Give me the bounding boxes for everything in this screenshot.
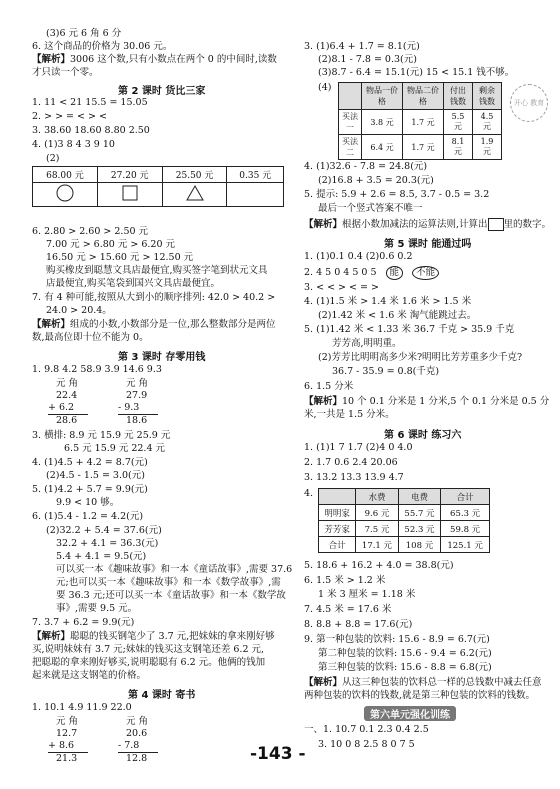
table-cell	[33, 183, 98, 207]
section-heading: 第 5 课时 能通过吗	[384, 239, 472, 250]
circle-shape-icon	[55, 184, 75, 202]
text-line: 6. 1.5 米 > 1.2 米	[304, 575, 386, 586]
text-line: 5. 18.6 + 16.2 + 4.0 = 38.8(元)	[304, 560, 454, 571]
text-line: 两种包装的饮料的钱数,就是第三种包装的饮料的钱数。	[304, 690, 536, 701]
text-line: 要 36.3 元;还可以买一本《童话故事》和一本《数学故	[56, 590, 286, 601]
text-line: 4. (1)1.5 米 > 1.4 米 1.6 米 > 1.5 米	[304, 296, 472, 307]
text-line: 可以买一本《趣味故事》和一本《童话故事》,需要 37.6	[56, 564, 293, 575]
circled-answer: 不能	[412, 266, 439, 280]
text-line: 数,最高位即十位不能为 0。	[32, 332, 149, 343]
text-line: 7. 4.5 米 = 17.6 米	[304, 604, 392, 615]
text-line: 第二种包装的饮料: 15.6 - 9.4 = 6.2(元)	[318, 648, 492, 659]
text-line: 1 米 3 厘米 = 1.18 米	[318, 589, 416, 600]
text-line: 5.4 + 4.1 = 9.5(元)	[56, 551, 147, 562]
text-line: 2. > > = < > <	[32, 111, 107, 122]
text-line: 5. 提示: 5.9 + 2.6 = 8.5, 3.7 - 0.5 = 3.2	[304, 189, 490, 200]
table-cell: 4.5 元	[473, 110, 502, 135]
text-line: 32.2 + 4.1 = 36.3(元)	[56, 538, 159, 549]
text-line: 1. (1)0.1 0.4 (2)0.6 0.2	[304, 251, 413, 262]
table-cell: 65.3 元	[441, 505, 490, 521]
text-line: (3)8.7 - 6.4 = 15.1(元) 15 < 15.1 钱不够。	[318, 67, 515, 78]
text-line: 2. 1.7 0.6 2.4 20.06	[304, 457, 398, 468]
circled-answer: 能	[386, 266, 404, 280]
table-cell: 6.4 元	[362, 135, 403, 160]
table-cell: 27.20 元	[97, 167, 162, 183]
analysis-line: 【解析】从这三种包装的饮料总一样的总钱数中减去任意	[304, 677, 542, 688]
analysis-line: 【解析】组成的小数,小数部分是一位,那么整数部分是两位	[32, 319, 276, 330]
text-line: 事》,需要 9.5 元。	[56, 603, 138, 614]
text-line: 6. 2.80 > 2.60 > 2.50 元	[32, 226, 149, 237]
bill-table	[318, 488, 490, 553]
table-cell: 3.8 元	[362, 110, 403, 135]
text-line: 4. (1)4.5 + 4.2 = 8.7(元)	[32, 457, 148, 468]
price-shape-table	[32, 166, 284, 207]
table-cell: 7.5 元	[356, 521, 399, 537]
text-line: 4. (1)3 8 4 3 9 10	[32, 139, 115, 150]
text-line: 7.00 元 > 6.80 元 > 6.20 元	[46, 239, 176, 250]
text-line: 6. 这个商品的价格为 30.06 元。	[32, 41, 173, 52]
table-cell: 合计	[319, 537, 356, 553]
text-line: 1. 10.1 4.9 11.9 22.0	[32, 702, 132, 713]
table-cell: 买法一	[339, 110, 362, 135]
text-line: (2)32.2 + 5.4 = 37.6(元)	[46, 525, 162, 536]
section-heading: 第 3 课时 存零用钱	[118, 352, 206, 363]
table-cell: 1.7 元	[403, 135, 444, 160]
table-cell: 59.8 元	[441, 521, 490, 537]
section-heading: 第 2 课时 货比三家	[118, 86, 206, 97]
table-cell: 25.50 元	[162, 167, 227, 183]
text-line: 购买橡皮到聪慧文具店最便宜,购买签字笔到状元文具	[46, 265, 268, 276]
table-cell	[97, 183, 162, 207]
table-cell: 电费	[398, 489, 441, 505]
table-cell: 买法二	[339, 135, 362, 160]
text-line: (3)6 元 6 角 6 分	[46, 28, 122, 39]
text-line: 5. (1)1.42 米 < 1.33 米 36.7 千克 > 35.9 千克	[304, 324, 515, 335]
text-line: 6.5 元 15.9 元 22.4 元	[64, 443, 166, 454]
square-shape-icon	[120, 184, 140, 202]
text-line: 36.7 - 35.9 = 0.8(千克)	[332, 366, 440, 377]
text-line: 1. 11 < 21 15.5 = 15.05	[32, 97, 148, 108]
text-line: 第三种包装的饮料: 15.6 - 8.8 = 6.8(元)	[318, 662, 492, 673]
text-line: 芳芳高,明明重。	[332, 338, 402, 349]
table-cell	[162, 183, 227, 207]
text-line: 3. (1)6.4 + 1.7 = 8.1(元)	[304, 41, 420, 52]
text-line: 3. 横排: 8.9 元 15.9 元 25.9 元	[32, 430, 171, 441]
text-line: 最后一个竖式答案不唯一	[318, 203, 423, 214]
table-cell: 明明家	[319, 505, 356, 521]
text-line: (2)16.8 + 3.5 = 20.3(元)	[318, 175, 434, 186]
table-cell: 物品二价格	[403, 83, 444, 110]
text-line: 9. 第一种包装的饮料: 15.6 - 8.9 = 6.7(元)	[304, 634, 490, 645]
analysis-line: 【解析】根据小数加减法的运算法则,计算出 里的数字。	[304, 219, 552, 230]
text-line: 3. 13.2 13.3 13.9 4.7	[304, 472, 404, 483]
table-cell: 芳芳家	[319, 521, 356, 537]
purchase-table	[338, 82, 502, 160]
text-line: 4.	[304, 488, 314, 499]
table-cell: 合计	[441, 489, 490, 505]
text-line: 6. (1)5.4 - 1.2 = 4.2(元)	[32, 511, 144, 522]
unit-banner: 第六单元强化训练	[364, 706, 456, 721]
table-cell: 55.7 元	[398, 505, 441, 521]
table-cell: 108 元	[398, 537, 441, 553]
text-line: 8. 8.8 + 8.8 = 17.6(元)	[304, 619, 413, 630]
section-heading: 第 4 课时 寄书	[128, 690, 196, 701]
blank-box	[488, 218, 504, 231]
section-heading: 第 6 课时 练习六	[384, 430, 462, 441]
text-line: 元;也可以买一本《趣味故事》和一本《数学故事》,需	[56, 577, 281, 588]
text-line: (2)芳芳比明明高多少米?明明比芳芳重多少千克?	[318, 352, 523, 363]
text-line: 店最便宜,购买笔袋到国兴文具店最便宜。	[46, 278, 221, 289]
text-line: 1. 9.8 4.2 58.9 3.9 14.6 9.3	[32, 364, 162, 375]
text-line: 16.50 元 > 15.60 元 > 12.50 元	[46, 252, 194, 263]
text-line: 把聪聪的拿来刚好够买,说明聪聪有 6.2 元。他俩的钱加	[32, 657, 266, 668]
text-line: 6. 1.5 分米	[304, 381, 354, 392]
table-cell: 水费	[356, 489, 399, 505]
table-cell: 52.3 元	[398, 521, 441, 537]
text-line: 3. < < > < = >	[304, 282, 379, 293]
text-line: 才只读一个零。	[32, 67, 99, 78]
text-line: 4. (1)32.6 - 7.8 = 24.8(元)	[304, 161, 428, 172]
table-cell: 8.1 元	[444, 135, 473, 160]
text-line: 3. 10 0 8 2.5 8 0 7 5	[318, 739, 415, 750]
text-line: 7. 有 4 种可能,按照从大到小的顺序排列: 42.0 > 40.2 >	[32, 292, 276, 303]
table-cell: 0.35 元	[227, 167, 284, 183]
text-line: (2)	[46, 153, 60, 164]
text-line: 起来就是这支钢笔的价格。	[32, 670, 147, 681]
table-cell: 9.6 元	[356, 505, 399, 521]
text-line: (2)8.1 - 7.8 = 0.3(元)	[318, 54, 417, 65]
analysis-line: 【解析】3006 这个数,只有小数点在两个 0 的中间时,读数	[32, 54, 277, 65]
table-cell: 付出钱数	[444, 83, 473, 110]
table-cell: 1.7 元	[403, 110, 444, 135]
table-cell: 125.1 元	[441, 537, 490, 553]
analysis-line: 【解析】聪聪的钱买钢笔少了 3.7 元,把妹妹的拿来刚好够	[32, 631, 275, 642]
triangle-shape-icon	[185, 184, 205, 202]
logo-stamp: 开心 教育	[510, 84, 548, 122]
text-line: 24.0 > 20.4。	[46, 305, 112, 316]
text-line: 1. (1)1 7 1.7 (2)4 0 4.0	[304, 442, 413, 453]
page-number: -143 -	[250, 744, 306, 764]
table-cell	[339, 83, 362, 110]
table-cell: 17.1 元	[356, 537, 399, 553]
table-cell: 5.5 元	[444, 110, 473, 135]
text-line: 2. 4 5 0 4 5 0 5 能 不能	[304, 266, 439, 280]
table-cell: 68.00 元	[33, 167, 98, 183]
text-line: (2)1.42 米 < 1.6 米 淘气能跳过去。	[318, 310, 477, 321]
table-cell	[319, 489, 356, 505]
text-line: 7. 3.7 + 6.2 = 9.9(元)	[32, 617, 135, 628]
text-line: 9.9 < 10 够。	[56, 497, 120, 508]
text-line: 一、1. 10.7 0.1 2.3 0.4 2.5	[304, 724, 429, 735]
text-line: (2)4.5 - 1.5 = 3.0(元)	[46, 470, 145, 481]
text-line: 5. (1)4.2 + 5.7 = 9.9(元)	[32, 484, 148, 495]
text-line: 3. 38.60 18.60 8.80 2.50	[32, 125, 150, 136]
text-line: (4)	[318, 82, 332, 93]
table-cell: 物品一价格	[362, 83, 403, 110]
table-cell: 剩余钱数	[473, 83, 502, 110]
analysis-line: 【解析】10 个 0.1 分米是 1 分米,5 个 0.1 分米是 0.5 分	[304, 396, 550, 407]
text-line: 买,说明妹妹有 3.7 元;妹妹的钱买这支钢笔还差 6.2 元,	[32, 644, 265, 655]
table-cell	[227, 183, 284, 207]
table-cell: 1.9 元	[473, 135, 502, 160]
text-line: 米,一共是 1.5 分米。	[304, 409, 395, 420]
